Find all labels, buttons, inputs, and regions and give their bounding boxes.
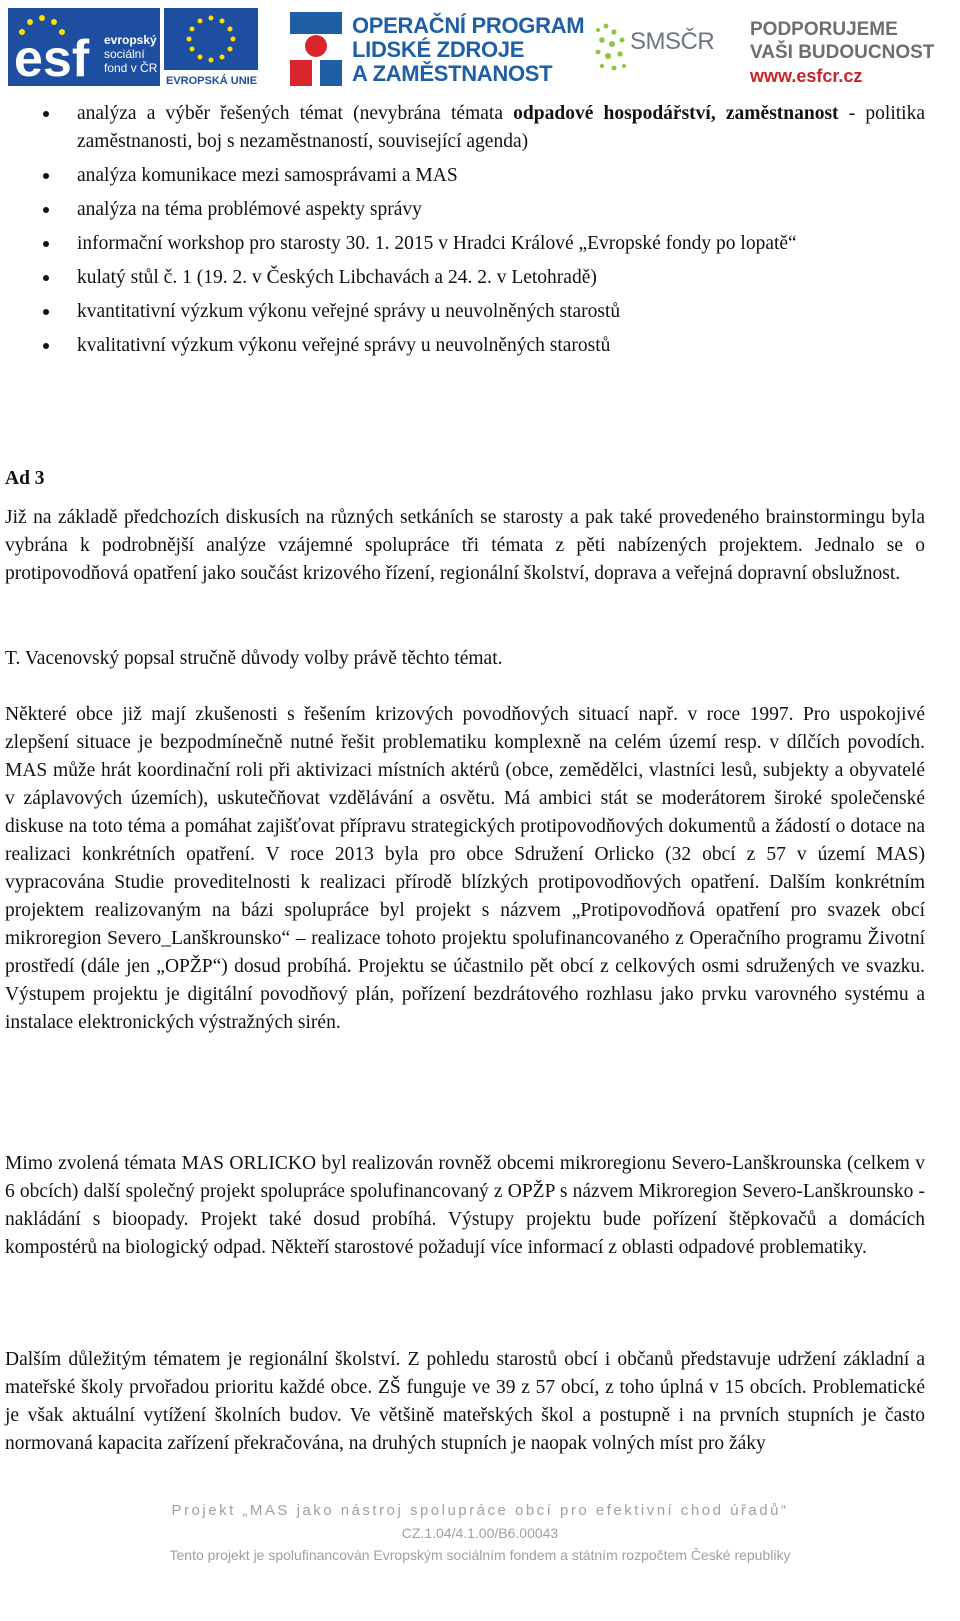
list-item-text: analýza komunikace mezi samosprávami a MAS	[77, 165, 458, 186]
list-item-bold: zaměstnanost	[725, 103, 839, 124]
list-item-text: - politika zaměstnanosti, boj s nezaměstnaností, související agenda)	[77, 103, 926, 152]
bullet-dot-icon	[43, 343, 49, 349]
podporujeme-logo	[750, 18, 934, 88]
header-logos	[0, 0, 960, 100]
op-figure-icon	[290, 12, 346, 86]
podporujeme-line1: PODPORUJEME	[750, 19, 898, 40]
esf-line1: evropský	[104, 33, 157, 47]
esfcr-url: www.esfcr.cz	[750, 66, 863, 86]
podporujeme-line2: VAŠI BUDOUCNOST	[750, 42, 935, 63]
esf-big-text: esf	[14, 30, 90, 86]
paragraph: Dalším důležitým tématem je regionální školství. Z pohledu starostů obcí i občanů představuje udržení základní a mateřské školy prvořadou prioritu každé obce. ZŠ funguje ve 39 z 57 obcí, z toho úplná v 15 obcích. Problematické je však aktuální vytížení školních budov. Ve většině mateřských škol a postupně i na prvních stupních je často normovaná kapacita zařízení překračována, na druhých stupních je naopak volných míst pro žáky	[5, 1349, 925, 1454]
paragraph: Již na základě předchozích diskusích na různých setkáních se starosty a pak také provedeného brainstormingu byla vybrána k podrobnější analýze vzájemné spolupráce tři témata z pěti nabízených projektem. Jednalo se o protipovodňová opatření jako součást krizového řízení, regionální školství, doprava a veřejná dopravní obslužnost.	[5, 507, 925, 584]
esf-eu-emblem	[8, 8, 263, 86]
bullet-dot-icon	[43, 111, 49, 117]
esf-line2: sociální	[104, 47, 145, 61]
smscr-logo	[590, 20, 715, 88]
esf-logo	[8, 8, 263, 86]
smscr-dots-icon	[590, 20, 630, 80]
bullet-dot-icon	[43, 309, 49, 315]
list-item	[5, 162, 925, 190]
bullet-list	[5, 100, 925, 360]
op-line1: OPERAČNÍ PROGRAM	[352, 13, 585, 38]
list-item-bold: ,	[710, 103, 726, 124]
esf-line3: fond v ČR	[104, 61, 158, 75]
eu-label: EVROPSKÁ UNIE	[166, 75, 258, 86]
document-body	[5, 100, 926, 1454]
paragraph: Některé obce již mají zkušenosti s řešením krizových povodňových situací např. v roce 1997. Pro uspokojivé zlepšení situace je bezpodmínečně nutné řešit problematiku komplexně na celém území resp. v dílčích povodích. MAS může hrát koordinační roli při aktivizaci místních aktérů (obce, zemědělci, vlastníci lesů, subjekty a obyvatelé v záplavových územích), uskutečňovat vzdělávání a osvětu. Má ambici stát se moderátorem široké společenské diskuse na toto téma a pomáhat zajišťovat přípravu strategických protipovodňových dokumentů a žádostí o dotace na realizaci konkrétních opatření. V roce 2013 byla pro obce Sdružení Orlicko (32 obcí z 57 v území MAS) vypracována Studie proveditelnosti k realizaci přírodě blízkých protipovodňových opatření. Dalším konkrétním projektem realizovaným na bázi spolupráce byl projekt s názvem „Protipovodňová opatření pro svazek obcí mikroregion Severo_Lanškrounsko“ – realizace tohoto projektu spolufinancovaného z Operačního programu Životní prostředí (dále jen „OPŽP“) dosud probíhá. Projektu se účastnilo pět obcí z celkových osmi sdružených ve svazku. Výstupem projektu je digitální povodňový plán, pořízení bezdrátového rozhlasu jako prvku varovného systému a instalace elektronických výstražných sirén.	[5, 704, 925, 1033]
op-line3: A ZAMĚSTNANOST	[352, 61, 553, 86]
list-item	[5, 100, 925, 156]
smscr-text: SMSČR	[630, 28, 715, 55]
op-logo-text	[352, 14, 584, 86]
bullet-dot-icon	[43, 173, 49, 179]
bullet-dot-icon	[43, 241, 49, 247]
op-lzz-logo	[290, 10, 585, 88]
list-item-text: informační workshop pro starosty 30. 1. 2015 v Hradci Králové „Evropské fondy po lopatě“	[77, 233, 797, 254]
bullet-dot-icon	[43, 275, 49, 281]
list-item-bold: odpadové hospodářství	[513, 103, 711, 124]
list-item-text: kvantitativní výzkum výkonu veřejné správy u neuvolněných starostů	[77, 301, 621, 322]
list-item-text: analýza na téma problémové aspekty správy	[77, 199, 422, 220]
list-item	[5, 332, 925, 360]
list-item	[5, 196, 925, 224]
list-item	[5, 298, 925, 326]
paragraph: Mimo zvolená témata MAS ORLICKO byl realizován rovněž obcemi mikroregionu Severo-Lanškrounska (celkem v 6 obcích) další společný projekt spolupráce spolufinancovaný z OPŽP s názvem Mikroregion Severo-Lanškrounsko - nakládání s bioopady. Projekt také dosud probíhá. Výstupy projektu bude pořízení štěpkovačů a domácích kompostérů na biologický odpad. Někteří starostové požadují více informací z oblasti odpadové problematiky.	[5, 1153, 925, 1258]
footer-project-code: CZ.1.04/4.1.00/B6.00043	[401, 1525, 559, 1541]
list-item	[5, 264, 925, 292]
list-item-text: kvalitativní výzkum výkonu veřejné správy u neuvolněných starostů	[77, 335, 611, 356]
footer-project-title: Projekt „MAS jako nástroj spolupráce obcí pro efektivní chod úřadů“	[171, 1502, 789, 1519]
footer-funding-note: Tento projekt je spolufinancován Evropským sociálním fondem a státním rozpočtem České republiky	[169, 1547, 791, 1563]
op-line2: LIDSKÉ ZDROJE	[352, 37, 525, 62]
bullet-dot-icon	[43, 207, 49, 213]
section-heading: Ad 3	[5, 468, 45, 489]
list-item-text: kulatý stůl č. 1 (19. 2. v Českých Libchavách a 24. 2. v Letohradě)	[77, 267, 597, 288]
paragraph: T. Vacenovský popsal stručně důvody volby právě těchto témat.	[5, 648, 503, 669]
page-footer	[0, 1500, 960, 1566]
list-item-text: analýza a výběr řešených témat (nevybrána témata	[77, 103, 514, 124]
list-item	[5, 230, 925, 258]
